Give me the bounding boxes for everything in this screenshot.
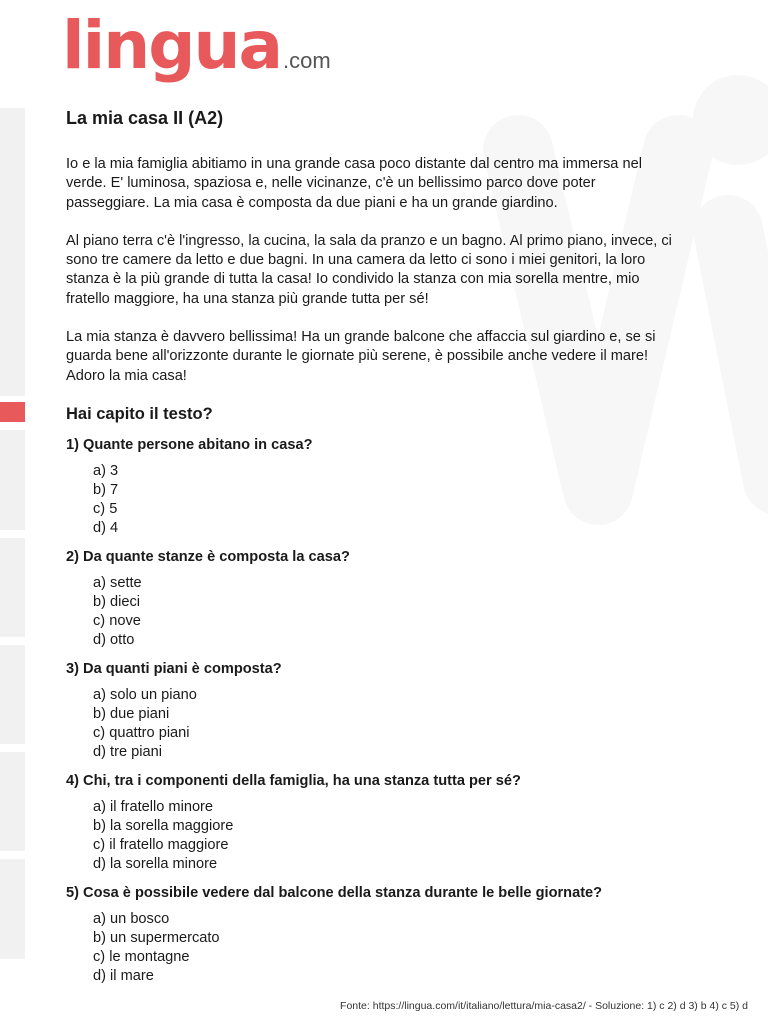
reading-paragraph-3: La mia stanza è davvero bellissima! Ha un grande balcone che affaccia sul giardino e, se si guarda bene all'orizzonte durante le giornate più serene, è possibile anche vedere il mare! Adoro la mia casa! [66,329,656,384]
option-list [66,462,678,538]
option: c) quattro piani [93,724,190,741]
option: b) un supermercato [93,929,220,946]
option: a) 3 [93,462,119,479]
option: a) il fratello minore [93,798,214,815]
quiz-heading: Hai capito il testo? [66,404,213,423]
question-text: 4) Chi, tra i componenti della famiglia, ha una stanza tutta per sé? [66,772,521,789]
option: c) 5 [93,500,118,517]
option: d) otto [93,631,135,648]
option: b) due piani [93,705,170,722]
option: b) 7 [93,481,119,498]
option: d) il mare [93,967,154,984]
question-text: 2) Da quante stanze è composta la casa? [66,548,350,565]
question-4 [66,772,678,874]
logo-wordmark: lingua [62,7,281,84]
option: d) la sorella minore [93,855,218,872]
option: c) il fratello maggiore [93,836,229,853]
question-text: 3) Da quanti piani è composta? [66,660,282,677]
option: d) tre piani [93,743,162,760]
side-strip-4 [0,645,25,744]
side-strip-1 [0,108,25,396]
side-accent-marker [0,402,25,422]
question-5 [66,884,678,986]
question-text: 1) Quante persone abitano in casa? [66,436,313,453]
option: a) un bosco [93,910,170,927]
option-list [66,686,678,762]
side-strip-6 [0,859,25,959]
option: c) le montagne [93,948,190,965]
page-title: La mia casa II (A2) [66,108,224,128]
logo-domain: .com [283,48,331,73]
option-list [66,798,678,874]
brand-logo [62,6,331,86]
question-1 [66,436,678,538]
document-content [66,108,678,996]
option: c) nove [93,612,141,629]
side-strip-5 [0,752,25,851]
question-text: 5) Cosa è possibile vedere dal balcone della stanza durante le belle giornate? [66,884,603,901]
reading-paragraph-2: Al piano terra c'è l'ingresso, la cucina, la sala da pranzo e un bagno. Al primo piano, invece, ci sono tre camere da letto e due bagni. In una camera da letto ci sono i miei genitori, la loro stanza è la più grande di tutta la casa! Io condivido la stanza con mia sorella mentre, mio fratello maggiore, ha una stanza più grande tutta per sé! [66,232,672,307]
option-list [66,910,678,986]
option: b) dieci [93,593,141,610]
option: d) 4 [93,519,119,536]
option: a) solo un piano [93,686,197,703]
option-list [66,574,678,650]
side-strip-2 [0,430,25,530]
option: a) sette [93,574,142,591]
reading-paragraph-1: Io e la mia famiglia abitiamo in una grande casa poco distante dal centro ma immersa nel verde. E' luminosa, spaziosa e, nelle vicinanze, c'è un bellissimo parco dove poter passeggiare. La mia casa è composta da due piani e ha un grande giardino. [66,156,642,211]
question-3 [66,660,678,762]
footer-source-solution: Fonte: https://lingua.com/it/italiano/lettura/mia-casa2/ - Soluzione: 1) c 2) d 3) b 4) c 5) d [340,1000,748,1012]
question-2 [66,548,678,650]
side-strip-3 [0,538,25,637]
option: b) la sorella maggiore [93,817,234,834]
